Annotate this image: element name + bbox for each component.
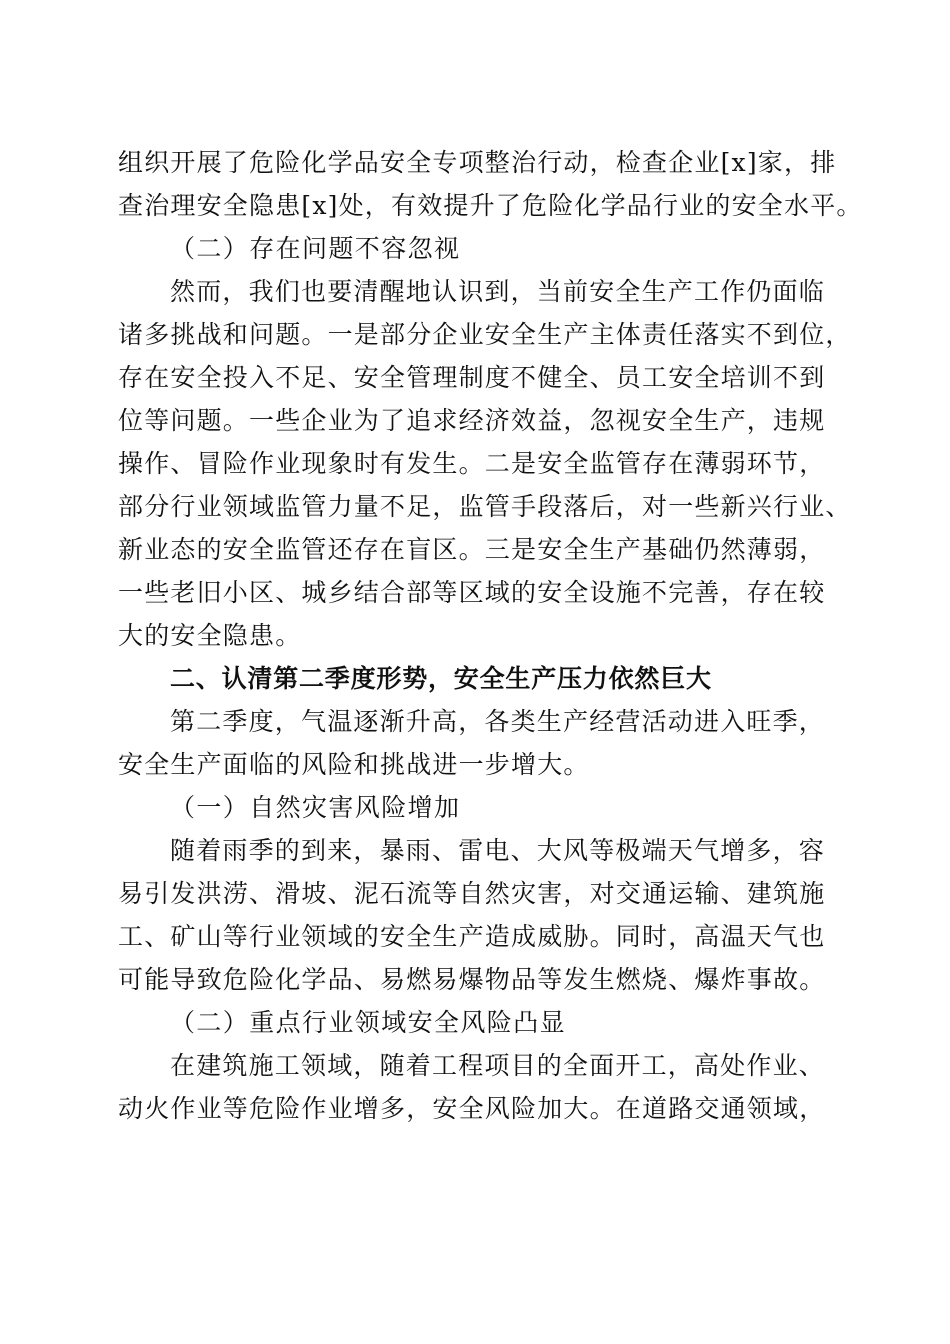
paragraph-line: 易引发洪涝、滑坡、泥石流等自然灾害，对交通运输、建筑施 [118,879,826,908]
paragraph-line: 诸多挑战和问题。一是部分企业安全生产主体责任落实不到位， [118,320,852,349]
paragraph-line: 一些老旧小区、城乡结合部等区域的安全设施不完善，存在较 [118,578,826,607]
paragraph-line: 位等问题。一些企业为了追求经济效益，忽视安全生产，违规 [118,406,826,435]
paragraph-line: 动火作业等危险作业增多，安全风险加大。在道路交通领域， [118,1094,826,1123]
paragraph-line: 工、矿山等行业领域的安全生产造成威胁。同时，高温天气也 [118,922,826,951]
paragraph-line: 查治理安全隐患[x]处，有效提升了危险化学品行业的安全水平。 [118,191,863,220]
paragraph-line: 随着雨季的到来，暴雨、雷电、大风等极端天气增多，容 [170,836,826,865]
paragraph-line: 新业态的安全监管还存在盲区。三是安全生产基础仍然薄弱， [118,535,826,564]
paragraph-line: 大的安全隐患。 [118,621,302,650]
paragraph-line: 存在安全投入不足、安全管理制度不健全、员工安全培训不到 [118,363,826,392]
paragraph-line: 安全生产面临的风险和挑战进一步增大。 [118,750,590,779]
section-subheading: （二）重点行业领域安全风险凸显 [170,1008,567,1037]
paragraph-line: 可能导致危险化学品、易燃易爆物品等发生燃烧、爆炸事故。 [118,965,826,994]
paragraph-line: 然而，我们也要清醒地认识到，当前安全生产工作仍面临 [170,277,826,306]
section-subheading: （二）存在问题不容忽视 [170,234,461,263]
section-heading: 二、认清第二季度形势，安全生产压力依然巨大 [170,664,712,693]
paragraph-line: 组织开展了危险化学品安全专项整治行动，检查企业[x]家，排 [118,148,837,177]
section-subheading: （一）自然灾害风险增加 [170,793,461,822]
paragraph-line: 操作、冒险作业现象时有发生。二是安全监管存在薄弱环节， [118,449,826,478]
paragraph-line: 部分行业领域监管力量不足，监管手段落后，对一些新兴行业、 [118,492,852,521]
paragraph-line: 在建筑施工领域，随着工程项目的全面开工，高处作业、 [170,1051,826,1080]
paragraph-line: 第二季度，气温逐渐升高，各类生产经营活动进入旺季， [170,707,826,736]
